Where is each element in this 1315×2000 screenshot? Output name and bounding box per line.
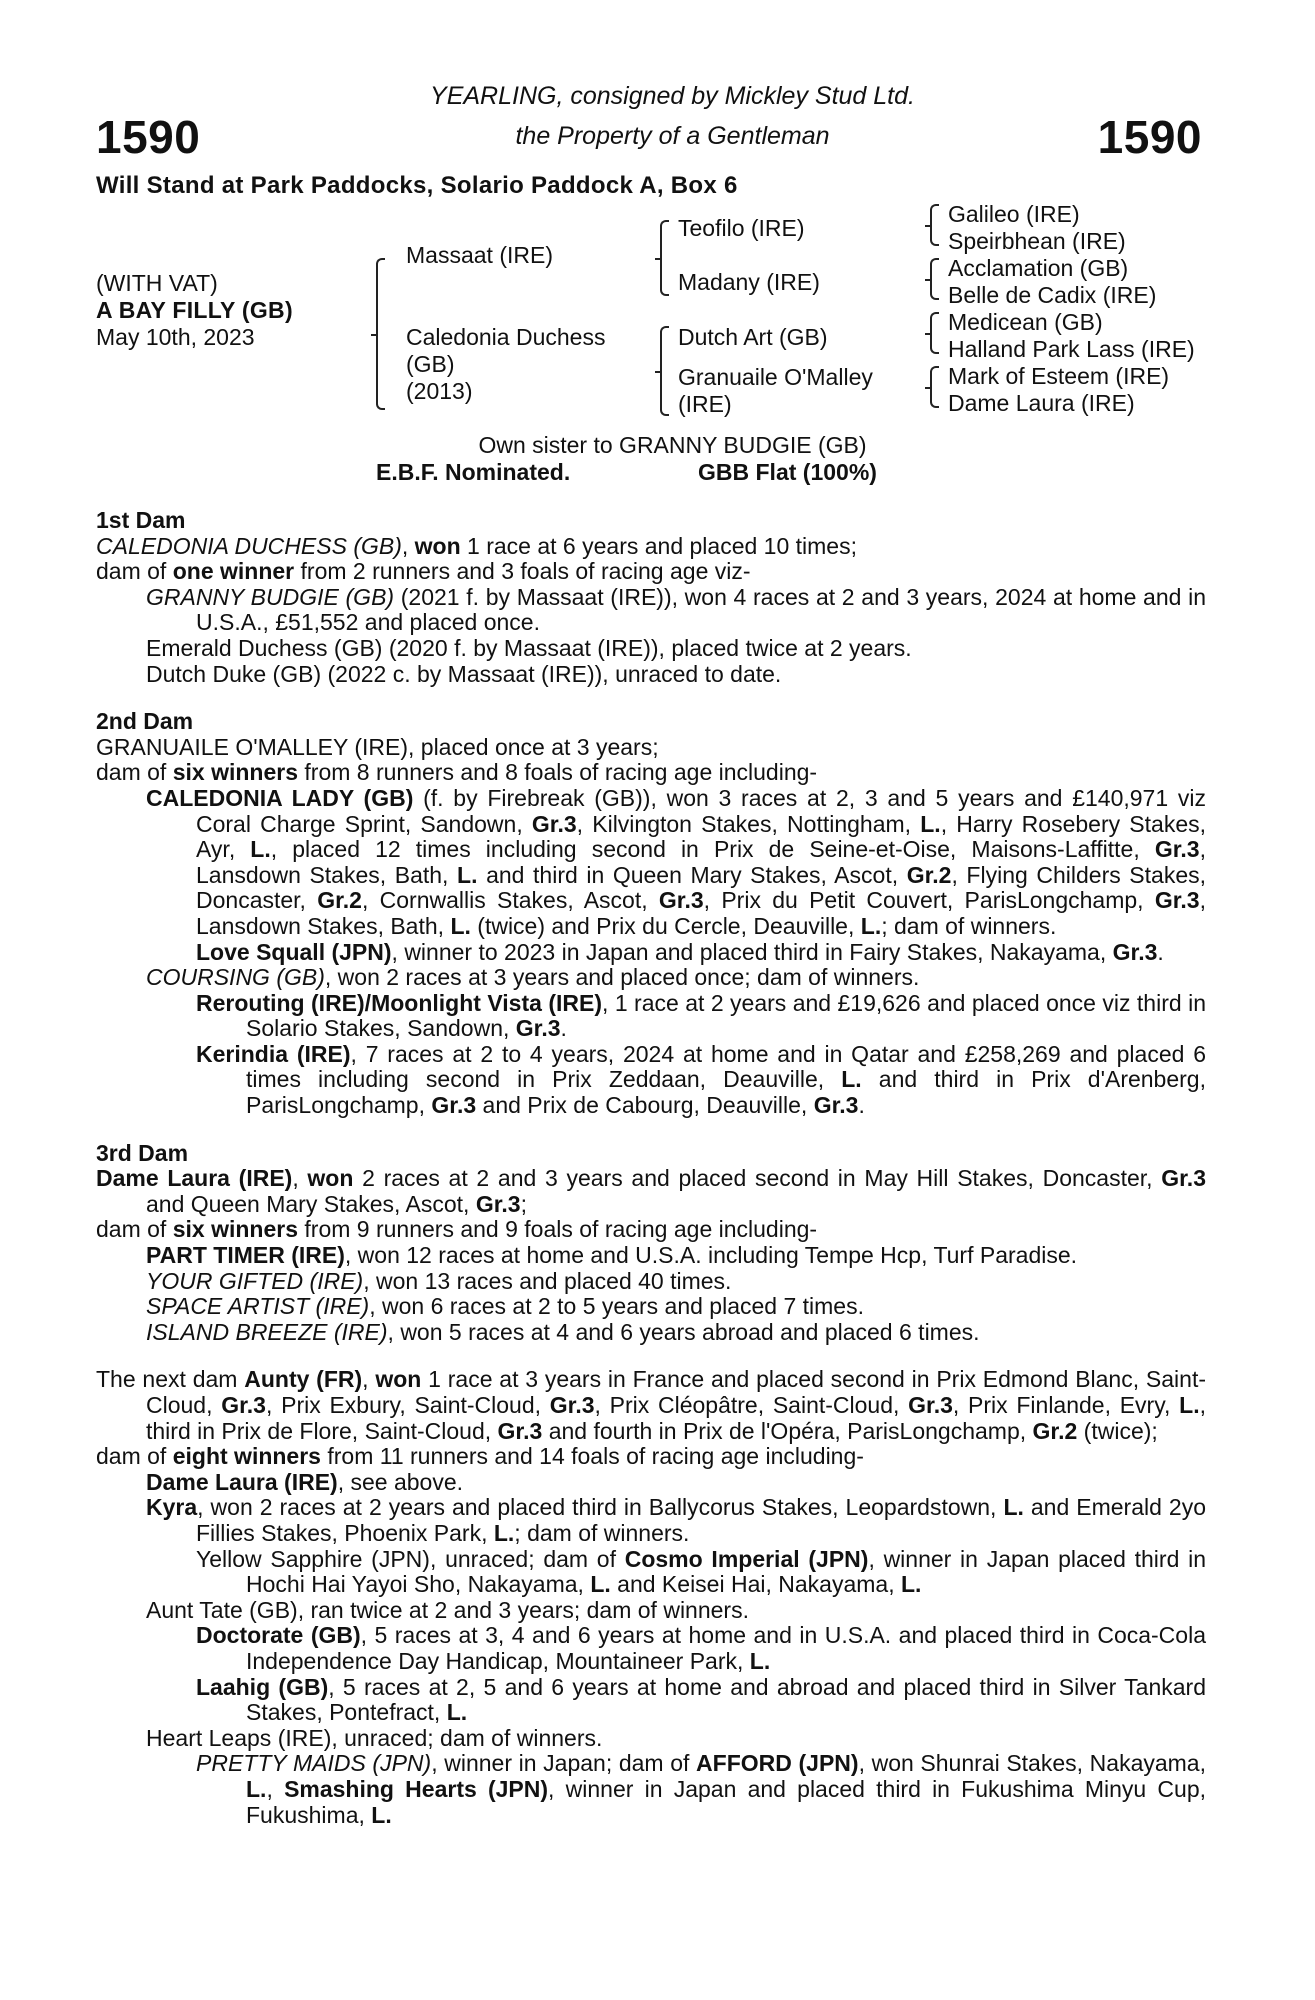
pedigree-entry: dam of one winner from 2 runners and 3 foals of racing age viz-: [96, 558, 751, 585]
pedigree-entry: Emerald Duchess (GB) (2020 f. by Massaat (IRE)), placed twice at 2 years.: [146, 634, 912, 661]
pedigree-brace-g1: [930, 204, 939, 246]
pedigree-entry: Aunt Tate (GB), ran twice at 2 and 3 years; dam of winners.: [146, 1596, 749, 1623]
pedigree-entry: SPACE ARTIST (IRE), won 6 races at 2 to 5 years and placed 7 times.: [146, 1293, 864, 1320]
section-heading: 2nd Dam: [96, 708, 194, 735]
pedigree-entry: dam of eight winners from 11 runners and 14 foals of racing age including-: [96, 1443, 864, 1470]
ggp-7: Mark of Esteem (IRE): [948, 363, 1170, 389]
dam-line3: (2013): [406, 378, 473, 404]
pedigree-entry: Dutch Duke (GB) (2022 c. by Massaat (IRE)), unraced to date.: [146, 660, 782, 687]
ggp-5: Medicean (GB): [948, 309, 1103, 335]
stand-location: Will Stand at Park Paddocks, Solario Paddock A, Box 6: [96, 172, 738, 199]
ggp-8: Dame Laura (IRE): [948, 390, 1135, 416]
pedigree-entry: The next dam Aunty (FR), won 1 race at 3 years in France and placed second in Prix Edmond Blanc, Saint-Cloud, Gr.3, Prix Exbury, Saint-Cloud, Gr.3, Prix Cléopâtre, Saint-Cloud, Gr.3, Prix Finlande, Evry, L., third in Prix de Flore, Saint-Cloud, Gr.3 and fourth in Prix de l'Opéra, ParisLongchamp, Gr.2 (twice);: [96, 1366, 1206, 1444]
lot-number-left: 1590: [96, 111, 201, 163]
pedigree-entry: CALEDONIA LADY (GB) (f. by Firebreak (GB)), won 3 races at 2, 3 and 5 years and £140,971 viz Coral Charge Sprint, Sandown, Gr.3, Kilvington Stakes, Nottingham, L., Harry Rosebery Stakes, Ayr, L., placed 12 times including second in Prix de Seine-et-Oise, Maisons-Laffitte, Gr.3, Lansdown Stakes, Bath, L. and third in Queen Mary Stakes, Ascot, Gr.2, Flying Childers Stakes, Doncaster, Gr.2, Cornwallis Stakes, Ascot, Gr.3, Prix du Petit Couvert, ParisLongchamp, Gr.3, Lansdown Stakes, Bath, L. (twice) and Prix du Cercle, Deauville, L.; dam of winners.: [146, 784, 1207, 939]
consignor-line: YEARLING, consigned by Mickley Stud Ltd.: [430, 82, 915, 110]
vat-label: (WITH VAT): [96, 270, 218, 296]
pedigree-entry: Rerouting (IRE)/Moonlight Vista (IRE), 1 race at 2 years and £19,626 and placed once viz third in Solario Stakes, Sandown, Gr.3.: [196, 989, 1206, 1042]
section-gap: [96, 1345, 1206, 1367]
pedigree-entry: Doctorate (GB), 5 races at 3, 4 and 6 years at home and in U.S.A. and placed third in Coca-Cola Independence Day Handicap, Mountaineer Park, L.: [196, 1622, 1206, 1674]
section-heading: 3rd Dam: [96, 1139, 189, 1166]
dam-dam-line1: Granuaile O'Malley: [678, 364, 873, 390]
pedigree-entry: Love Squall (JPN), winner to 2023 in Japan and placed third in Fairy Stakes, Nakayama, Gr.3.: [196, 938, 1164, 965]
ggp-2: Speirbhean (IRE): [948, 228, 1126, 254]
property-line: the Property of a Gentleman: [515, 122, 830, 150]
pedigree-entry: COURSING (GB), won 2 races at 3 years and placed once; dam of winners.: [146, 964, 920, 991]
pedigree-entry: Heart Leaps (IRE), unraced; dam of winners.: [146, 1724, 603, 1751]
pedigree-entry: Kyra, won 2 races at 2 years and placed third in Ballycorus Stakes, Leopardstown, L. and Emerald 2yo Fillies Stakes, Phoenix Park, L.; dam of winners.: [146, 1494, 1206, 1546]
pedigree-entry: dam of six winners from 9 runners and 9 foals of racing age including-: [96, 1216, 818, 1243]
pedigree-brace-g3: [930, 312, 939, 354]
sire-dam: Madany (IRE): [678, 269, 820, 295]
own-sister-note: Own sister to GRANNY BUDGIE (GB): [478, 432, 867, 458]
pedigree-brace-sire: [660, 220, 669, 296]
pedigree-entry: YOUR GIFTED (IRE), won 13 races and placed 40 times.: [146, 1267, 732, 1294]
ggp-6: Halland Park Lass (IRE): [948, 336, 1195, 362]
pedigree-entry: Dame Laura (IRE), see above.: [146, 1468, 464, 1495]
pedigree-entry: Dame Laura (IRE), won 2 races at 2 and 3 years and placed second in May Hill Stakes, Doncaster, Gr.3 and Queen Mary Stakes, Ascot, Gr.3;: [96, 1165, 1206, 1217]
pedigree-entry: GRANNY BUDGIE (GB) (2021 f. by Massaat (IRE)), won 4 races at 2 and 3 years, 2024 at home and in U.S.A., £51,552 and placed once.: [146, 583, 1206, 636]
catalogue-body: [96, 508, 1206, 1828]
pedigree-entry: Yellow Sapphire (JPN), unraced; dam of Cosmo Imperial (JPN), winner in Japan placed third in Hochi Hai Yayoi Sho, Nakayama, L. and Keisei Hai, Nakayama, L.: [196, 1545, 1206, 1598]
lot-number-right: 1590: [1097, 111, 1202, 163]
pedigree-brace-parents: [376, 258, 385, 410]
pedigree-entry: GRANUAILE O'MALLEY (IRE), placed once at 3 years;: [96, 733, 659, 760]
pedigree-brace-g2: [930, 258, 939, 300]
pedigree-entry: PRETTY MAIDS (JPN), winner in Japan; dam of AFFORD (JPN), won Shunrai Stakes, Nakayama, L., Smashing Hearts (JPN), winner in Japan and placed third in Fukushima Minyu Cup, Fukushima, L.: [196, 1750, 1207, 1828]
pedigree-entry: CALEDONIA DUCHESS (GB), won 1 race at 6 years and placed 10 times;: [96, 532, 857, 559]
section-heading: 1st Dam: [96, 507, 186, 533]
pedigree-entry: Laahig (GB), 5 races at 2, 5 and 6 years at home and abroad and placed third in Silver Tankard Stakes, Pontefract, L.: [196, 1673, 1206, 1726]
pedigree-entry: PART TIMER (IRE), won 12 races at home and U.S.A. including Tempe Hcp, Turf Paradise.: [146, 1242, 1078, 1269]
sire: Massaat (IRE): [406, 242, 553, 268]
pedigree-entry: dam of six winners from 8 runners and 8 foals of racing age including-: [96, 759, 818, 786]
dam-line1: Caledonia Duchess: [406, 324, 606, 350]
dam-sire: Dutch Art (GB): [678, 324, 828, 350]
dam-line2: (GB): [406, 351, 455, 377]
sire-sire: Teofilo (IRE): [678, 215, 805, 241]
pedigree-entry: Kerindia (IRE), 7 races at 2 to 4 years, 2024 at home and in Qatar and £258,269 and placed 6 times including second in Prix Zeddaan, Deauville, L. and third in Prix d'Arenberg, ParisLongchamp, Gr.3 and Prix de Cabourg, Deauville, Gr.3.: [196, 1040, 1207, 1119]
dam-dam-line2: (IRE): [678, 391, 732, 417]
pedigree-entry: ISLAND BREEZE (IRE), won 5 races at 4 and 6 years abroad and placed 6 times.: [146, 1318, 980, 1345]
horse-name: A BAY FILLY (GB): [96, 297, 293, 323]
pedigree-brace-g4: [930, 366, 939, 408]
ebf-note: E.B.F. Nominated.: [376, 459, 571, 485]
ggp-3: Acclamation (GB): [948, 255, 1129, 281]
gbb-note: GBB Flat (100%): [698, 459, 877, 485]
ggp-4: Belle de Cadix (IRE): [948, 282, 1157, 308]
foaling-date: May 10th, 2023: [96, 324, 255, 350]
pedigree-brace-dam: [660, 326, 669, 416]
ggp-1: Galileo (IRE): [948, 201, 1080, 227]
